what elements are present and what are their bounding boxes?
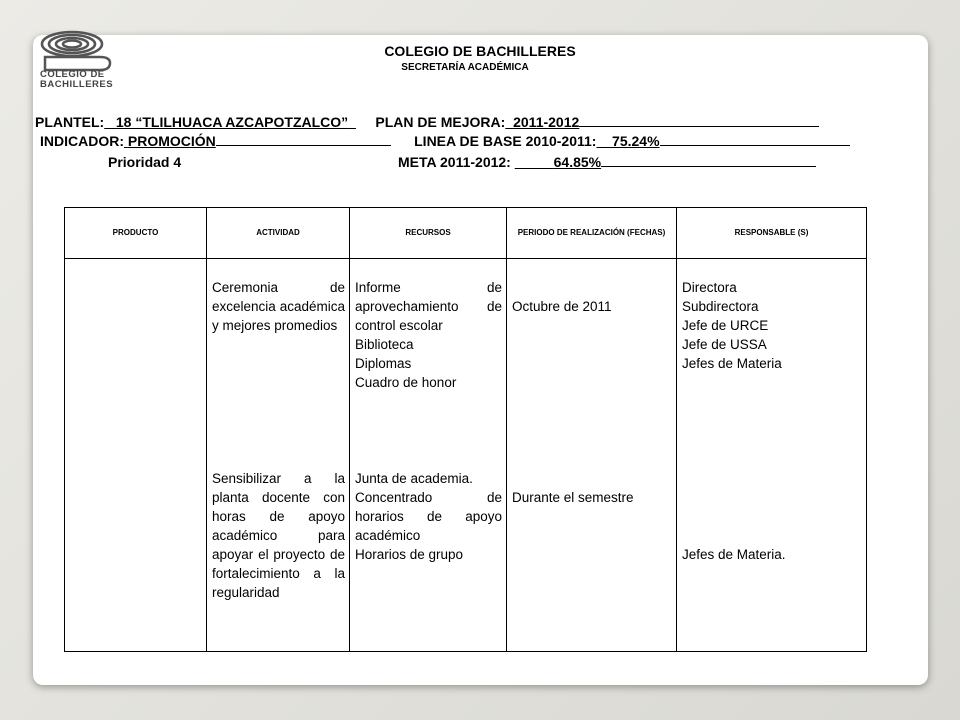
actividad-1: Ceremonia de excelencia académica y mejores promedios [212,280,345,333]
recurso-item: Diplomas [355,356,412,371]
header-periodo: PERIODO DE REALIZACIÓN (FECHAS) [507,208,677,259]
table-row [65,259,867,652]
recurso-item: Informe de aprovechamiento de control escolar [355,280,502,333]
actividad-cell [207,259,350,652]
recurso-item: Biblioteca [355,337,414,352]
responsable-item: Subdirectora [682,299,759,314]
prioridad-text: Prioridad 4 [108,154,182,170]
responsables-group-1 [682,278,862,373]
responsable-item: Jefe de URCE [682,318,769,333]
header-responsable: RESPONSABLE (S) [677,208,867,259]
responsables-group-2 [682,545,862,564]
meta-row [398,154,816,170]
meta-label: META 2011-2012: [398,154,511,170]
plantel-row [35,114,819,130]
logo-text-line2: BACHILLERES [40,79,114,90]
periodo-cell [507,259,677,652]
recursos-group-2 [355,469,502,564]
recurso-item: Cuadro de honor [355,375,457,390]
table-header-row [65,208,867,259]
meta-value: 64.85% [553,154,602,170]
actividad-2: Sensibilizar a la planta docente con horas de apoyo académico para apoyar el proyecto de fortalecimiento a la regularidad [212,471,345,600]
responsable-item: Jefe de USSA [682,337,767,352]
responsable-item: Jefes de Materia. [682,547,786,562]
header-actividad: ACTIVIDAD [207,208,350,259]
periodo-1: Octubre de 2011 [512,299,612,314]
department-subtitle: SECRETARÍA ACADÉMICA [401,62,529,73]
responsable-item: Directora [682,280,737,295]
recurso-item: Junta de academia. [355,471,473,486]
producto-cell [65,259,207,652]
recursos-group-1 [355,278,502,392]
improvement-plan-table [64,207,867,652]
header-recursos: RECURSOS [350,208,507,259]
linea-value: 75.24% [612,133,660,149]
plan-value: 2011-2012 [513,114,580,130]
periodo-2: Durante el semestre [512,490,634,505]
recursos-cell [350,259,507,652]
plantel-value: 18 “TLILHUACA AZCAPOTZALCO” [115,114,349,130]
indicador-label: INDICADOR: [40,133,124,149]
logo-text-line1: COLEGIO DE [40,69,105,80]
prioridad-row [108,154,181,170]
indicador-value: PROMOCIÓN [127,133,216,149]
plan-label: PLAN DE MEJORA: [375,114,506,130]
logo-text [40,70,113,90]
linea-label: LINEA DE BASE 2010-2011: [414,133,597,149]
header-producto: PRODUCTO [65,208,207,259]
recurso-item: Concentrado de horarios de apoyo académico [355,490,502,543]
recurso-item: Horarios de grupo [355,547,464,562]
responsable-item: Jefes de Materia [682,356,782,371]
responsable-cell [677,259,867,652]
institution-title: COLEGIO DE BACHILLERES [384,43,576,59]
indicador-row [40,133,850,149]
plantel-label: PLANTEL: [35,114,105,130]
